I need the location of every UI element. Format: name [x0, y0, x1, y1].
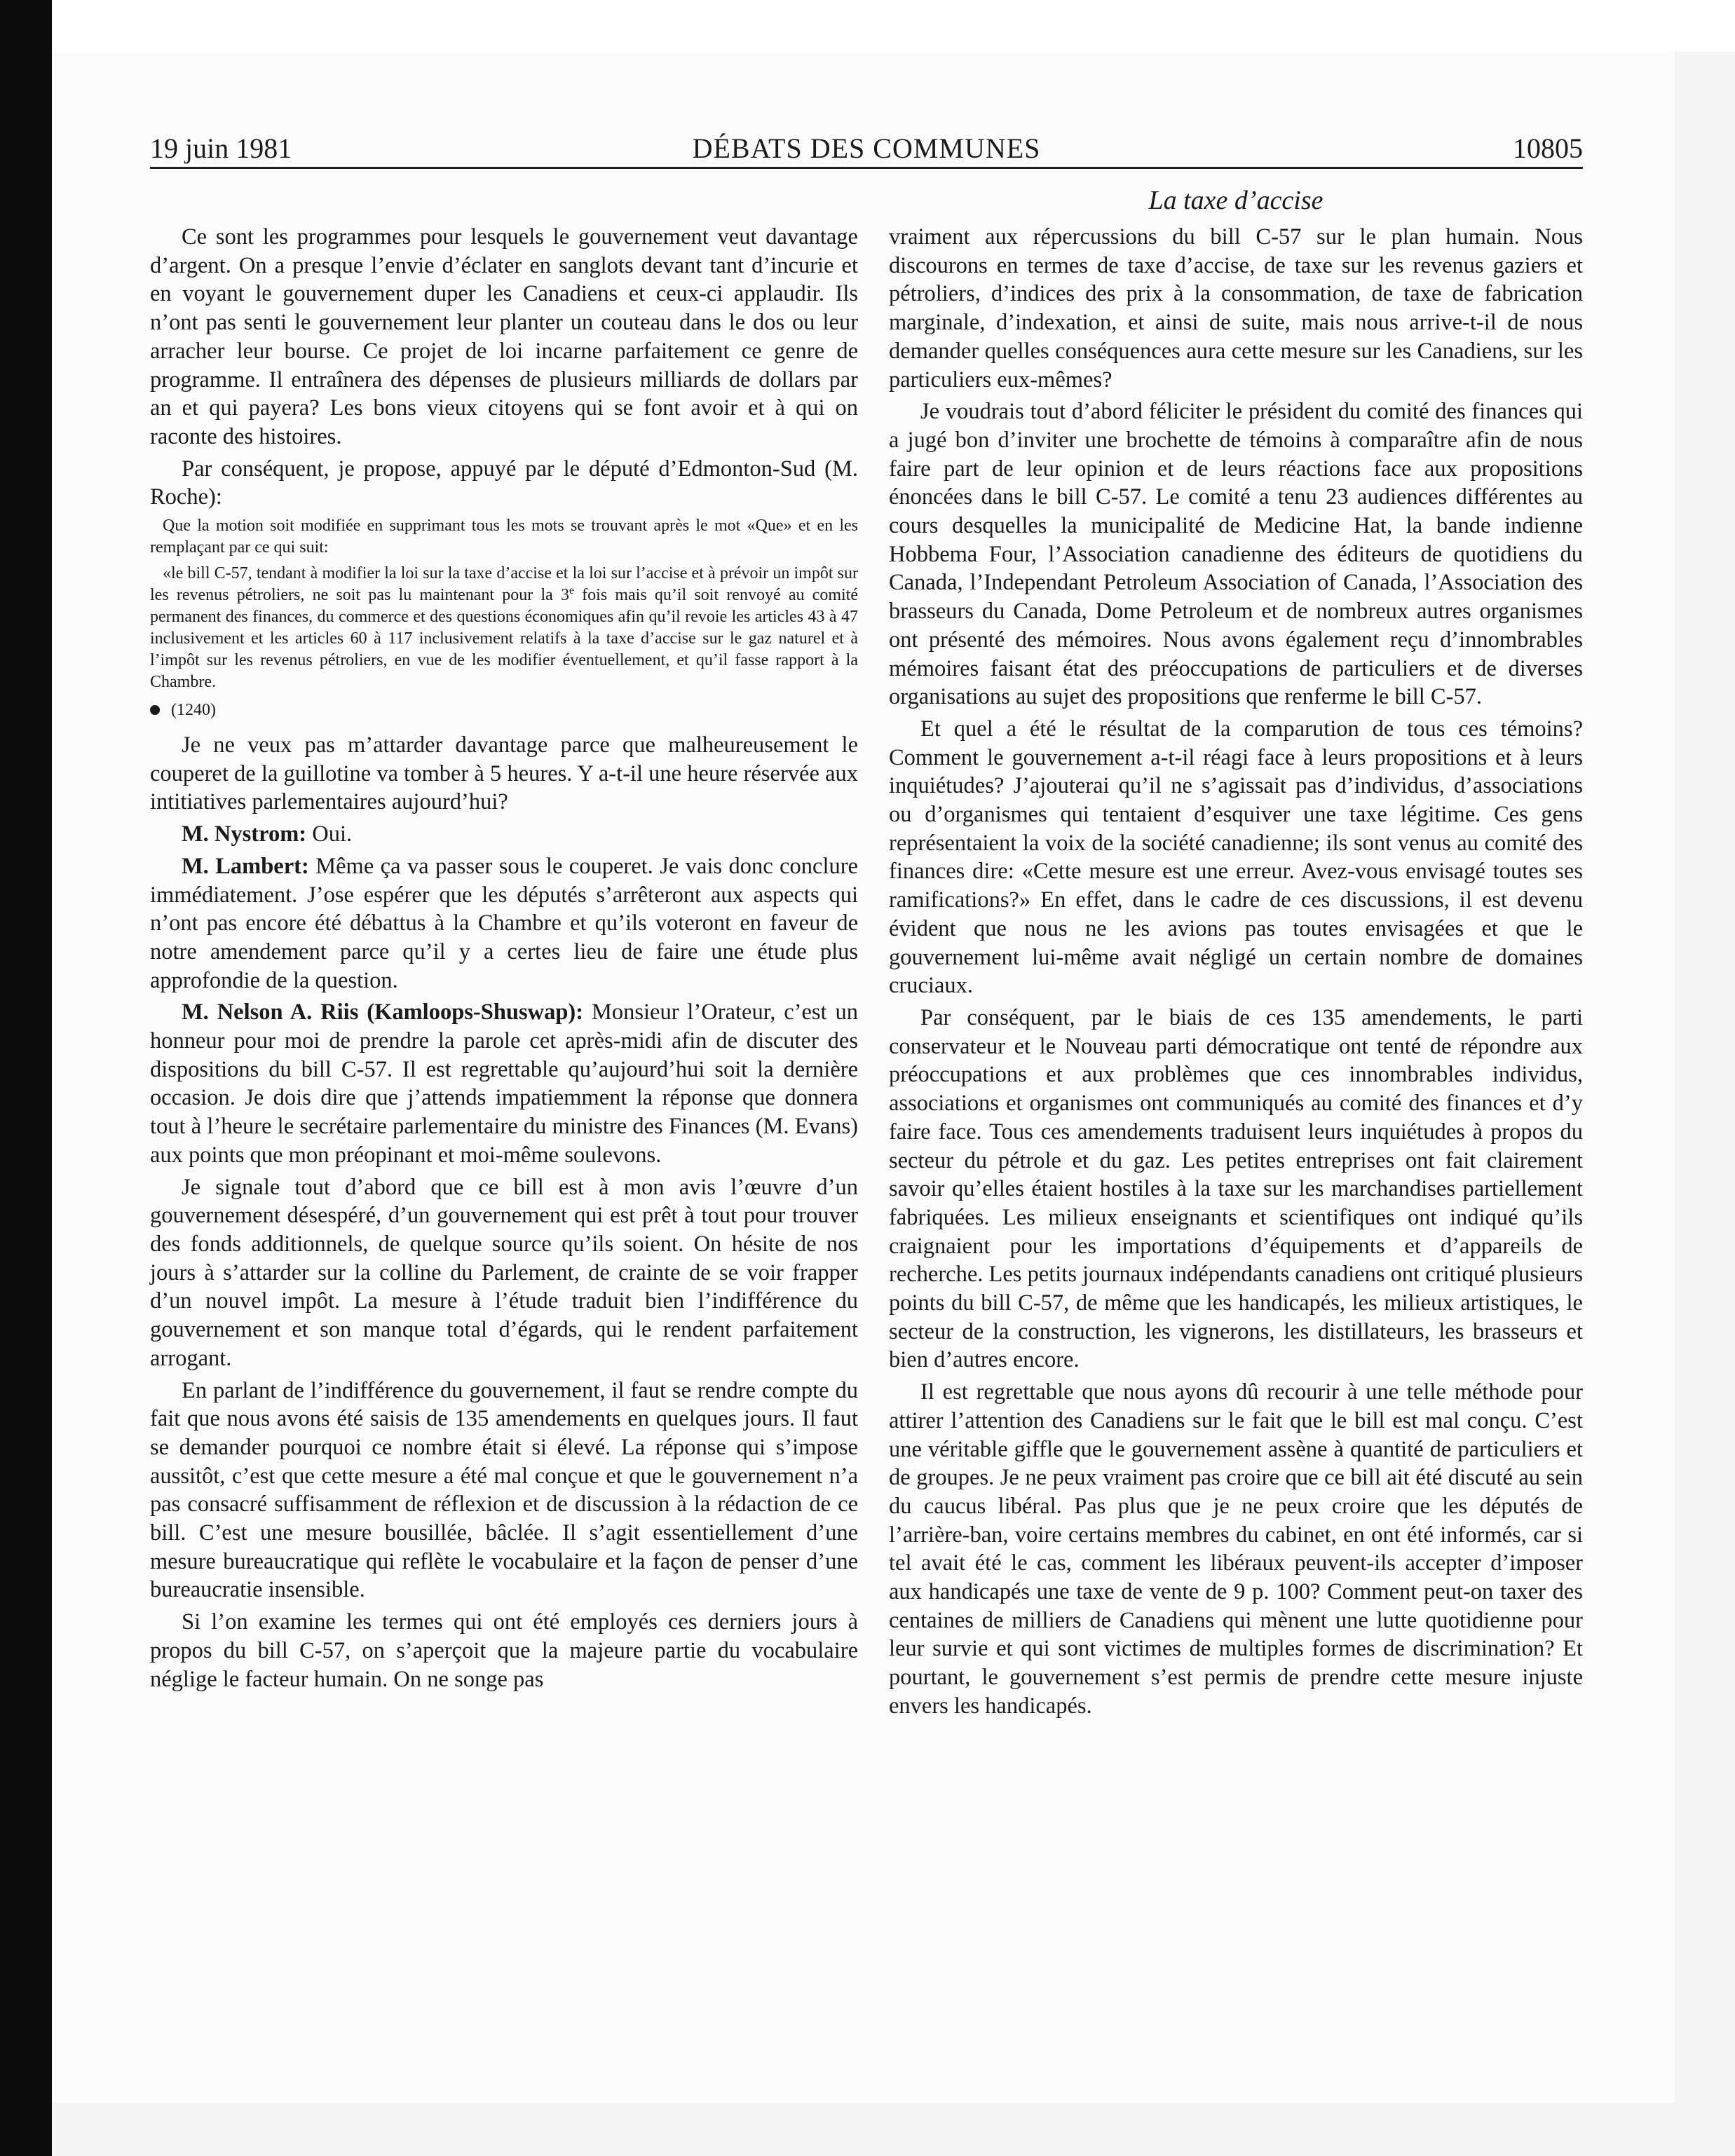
speech-text: Monsieur l’Orateur, c’est un honneur pour moi de prendre la parole cet après-midi afin de discuter des dispositions du bill C-57. Il est regrettable qu’aujourd’hui soit la dernière occasion. Je dois dire que j’attends impatiemment la réponse que donnera tout à l’heure le secrétaire parlementaire du ministre des Finances (M. Evans) aux points que mon préopinant et moi-même soulevons.: [150, 999, 858, 1168]
paragraph: Je signale tout d’abord que ce bill est à mon avis l’œuvre d’un gouvernement désespéré, d’un gouvernement qui est prêt à tout pour trouver des fonds additionnels, de quelque source qu’ils soient. On hésite de nos jours à s’attarder sur la colline du Parlement, de crainte de se voir frapper d’un nouvel impôt. La mesure à l’étude traduit bien l’indifférence du gouvernement et son manque total d’égards, qui le rendent parfaitement arrogant.: [150, 1174, 858, 1371]
motion-text: fois mais qu’il soit renvoyé au comité permanent des finances, du commerce et des questions économiques afin qu’il revoie les articles 43 à 47 inclusivement et les articles 60 à 117 inclusivement relatifs à la taxe d’accise sur le gaz naturel et à l’impôt sur les revenus pétroliers, en vue de les modifier éventuellement, et qu’il fasse rapport à la Chambre.: [150, 586, 859, 692]
right-column: [889, 223, 1583, 1724]
bullet-dot-icon: [150, 705, 160, 715]
running-header: [150, 130, 1583, 169]
paragraph: Je ne veux pas m’attarder davantage parce que malheureusement le couperet de la guillotine va tomber à 5 heures. Y a-t-il une heure réservée aux intitiatives parlementaires aujourd’hui?: [150, 732, 858, 815]
speech-paragraph: [150, 820, 858, 849]
speaker-name: M. Nystrom:: [182, 821, 307, 847]
time-marker-text: (1240): [171, 701, 216, 720]
paragraph: Ce sont les programmes pour lesquels le gouvernement veut davantage d’argent. On a presque l’envie d’éclater en sanglots devant tant d’incurie et en voyant le gouvernement duper les Canadiens et ceux-ci applaudir. Ils n’ont pas senti le gouvernement leur planter un couteau dans le dos ou leur arracher leur bourse. Ce projet de loi incarne parfaitement ce genre de programme. Il entraînera des dépenses de plusieurs milliards de dollars par an et qui payera? Les bons vieux citoyens qui se font avoir et à qui on raconte des histoires.: [150, 224, 858, 449]
scan-right-edge: [1675, 52, 1735, 2156]
motion-text: «le bill C-57, tendant à modifier la loi sur la taxe d’accise et la loi sur l’accise et à prévoir un impôt sur les revenus pétroliers, ne soit pas lu maintenant pour la 3: [150, 564, 858, 605]
motion-quote-body: [150, 563, 858, 693]
speech-text: Même ça va passer sous le couperet. Je vais donc conclure immédiatement. J’ose espérer que les députés s’arrêteront aux aspects qui n’ont pas encore été débattus à la Chambre et qu’ils voteront en faveur de notre amendement parce qu’il y a certes lieu de faire une étude plus approfondie de la question.: [150, 853, 858, 993]
scan-bottom-edge: [52, 2103, 1735, 2156]
header-date: 19 juin 1981: [150, 132, 292, 164]
speaker-name: M. Lambert:: [182, 853, 309, 879]
scan-left-edge: [0, 0, 52, 2156]
time-marker: [150, 697, 858, 723]
header-title: DÉBATS DES COMMUNES: [692, 132, 1041, 164]
paragraph: Par conséquent, par le biais de ces 135 amendements, le parti conservateur et le Nouveau parti démocratique ont tenté de répondre aux préoccupations et aux problèmes que ces innombrables individus, associations et organismes ont communiqués au comité des finances et d’y faire face. Tous ces amendements traduisent leurs inquiétudes à propos du secteur du pétrole et du gaz. Les petites entreprises ont fait clairement savoir qu’elles étaient hostiles à la taxe sur les marchandises partiellement fabriquées. Les milieux enseignants et scientifiques ont indiqué qu’ils craignaient pour les importations d’équipements et d’appareils de recherche. Les petits journaux indépendants canadiens ont critiqué plusieurs points du bill C-57, de même que les handicapés, les milieux artistiques, le secteur de la construction, les vignerons, les distillateurs, les brasseurs et bien d’autres encore.: [889, 1004, 1584, 1373]
paragraph: Par conséquent, je propose, appuyé par le député d’Edmonton-Sud (M. Roche):: [150, 456, 858, 510]
speech-paragraph: [150, 852, 858, 995]
paragraph: Il est regrettable que nous ayons dû recourir à une telle méthode pour attirer l’attention des Canadiens sur le fait que le bill est mal conçu. C’est une véritable giffle que le gouvernement assène à quantité de particuliers et de groupes. Je ne peux vraiment pas croire que ce bill ait été discuté au sein du caucus libéral. Pas plus que je ne peux croire que les députés de l’arrière-ban, voire certains membres du cabinet, en ont été informés, car si tel avait été le cas, comment les libéraux peuvent-ils accepter d’imposer aux handicapés une taxe de vente de 9 p. 100? Comment peut-on taxer des centaines de milliers de Canadiens qui mènent une lutte quotidienne pour leur survie et qui sont victimes de multiples formes de discrimination? Et pourtant, le gouvernement s’est permis de prendre cette mesure injuste envers les handicapés.: [889, 1379, 1583, 1719]
scan-top-edge: [52, 0, 1735, 52]
paragraph: En parlant de l’indifférence du gouvernement, il faut se rendre compte du fait que nous avons été saisis de 135 amendements en quelques jours. Il faut se demander pourquoi ce nombre était si élevé. La réponse qui s’impose aussitôt, c’est que cette mesure a été mal conçue et que le gouvernement n’a pas consacré suffisamment de réflexion et de discussion à la rédaction de ce bill. C’est une mesure bousillée, bâclée. Il s’agit essentiellement d’une mesure bureaucratique qui reflète le vocabulaire et la façon de penser d’une bureaucratie insensible.: [150, 1377, 858, 1603]
speech-paragraph: [150, 998, 858, 1169]
ordinal-superscript: e: [569, 585, 574, 597]
header-page-number: 10805: [1513, 132, 1583, 164]
left-column: [150, 223, 858, 1697]
paragraph: Et quel a été le résultat de la comparution de tous ces témoins? Comment le gouvernement a-t-il réagi face à leurs propositions et à leurs inquiétudes? J’ajouterai qu’il ne s’agissait pas d’individus, d’associations ou d’organismes qui tentaient d’esquiver une taxe légitime. Ces gens représentaient la voix de la société canadienne; ils sont venus au comité des finances dire: «Cette mesure est une erreur. Avez-vous envisagé toutes ses ramifications?» En effet, dans le cadre de ces discussions, il est devenu évident que nous ne les avions pas toutes envisagées et que le gouvernement lui-même avait négligé un certain nombre de domaines cruciaux.: [889, 716, 1583, 999]
paragraph: vraiment aux répercussions du bill C-57 sur le plan humain. Nous discourons en termes de taxe d’accise, de taxe sur les revenus gaziers et pétroliers, d’indices des prix à la consommation, de taxe de fabrication marginale, d’indexation, et ainsi de suite, mais nous arrive-t-il de nous demander quelles conséquences aura cette mesure sur les Canadiens, sur les particuliers eux-mêmes?: [889, 224, 1583, 393]
section-title: La taxe d’accise: [1148, 186, 1324, 215]
motion-quote: Que la motion soit modifiée en supprimant tous les mots se trouvant après le mot «Que» et en les remplaçant par ce qui suit:: [150, 517, 858, 557]
speech-text: Oui.: [306, 821, 353, 847]
speaker-name: M. Nelson A. Riis (Kamloops-Shuswap):: [182, 999, 584, 1025]
paragraph: Si l’on examine les termes qui ont été employés ces derniers jours à propos du bill C-57, on s’aperçoit que la majeure partie du vocabulaire néglige le facteur humain. On ne songe pas: [150, 1609, 858, 1692]
paragraph: Je voudrais tout d’abord féliciter le président du comité des finances qui a jugé bon d’inviter une brochette de témoins à comparaître afin de nous faire part de leur opinion et de leurs réactions face aux propositions énoncées dans le bill C-57. Le comité a tenu 23 audiences différentes au cours desquelles la municipalité de Medicine Hat, la bande indienne Hobbema Four, l’Association canadienne des éditeurs de quotidiens du Canada, l’Independant Petroleum Association of Canada, l’Association des brasseurs du Canada, Dome Petroleum et de nombreux autres organismes ont présenté des mémoires. Nous avons également reçu d’innombrables mémoires faisant état des préoccupations de particuliers et de diverses organisations au sujet des propositions que renferme le bill C-57.: [889, 399, 1583, 710]
